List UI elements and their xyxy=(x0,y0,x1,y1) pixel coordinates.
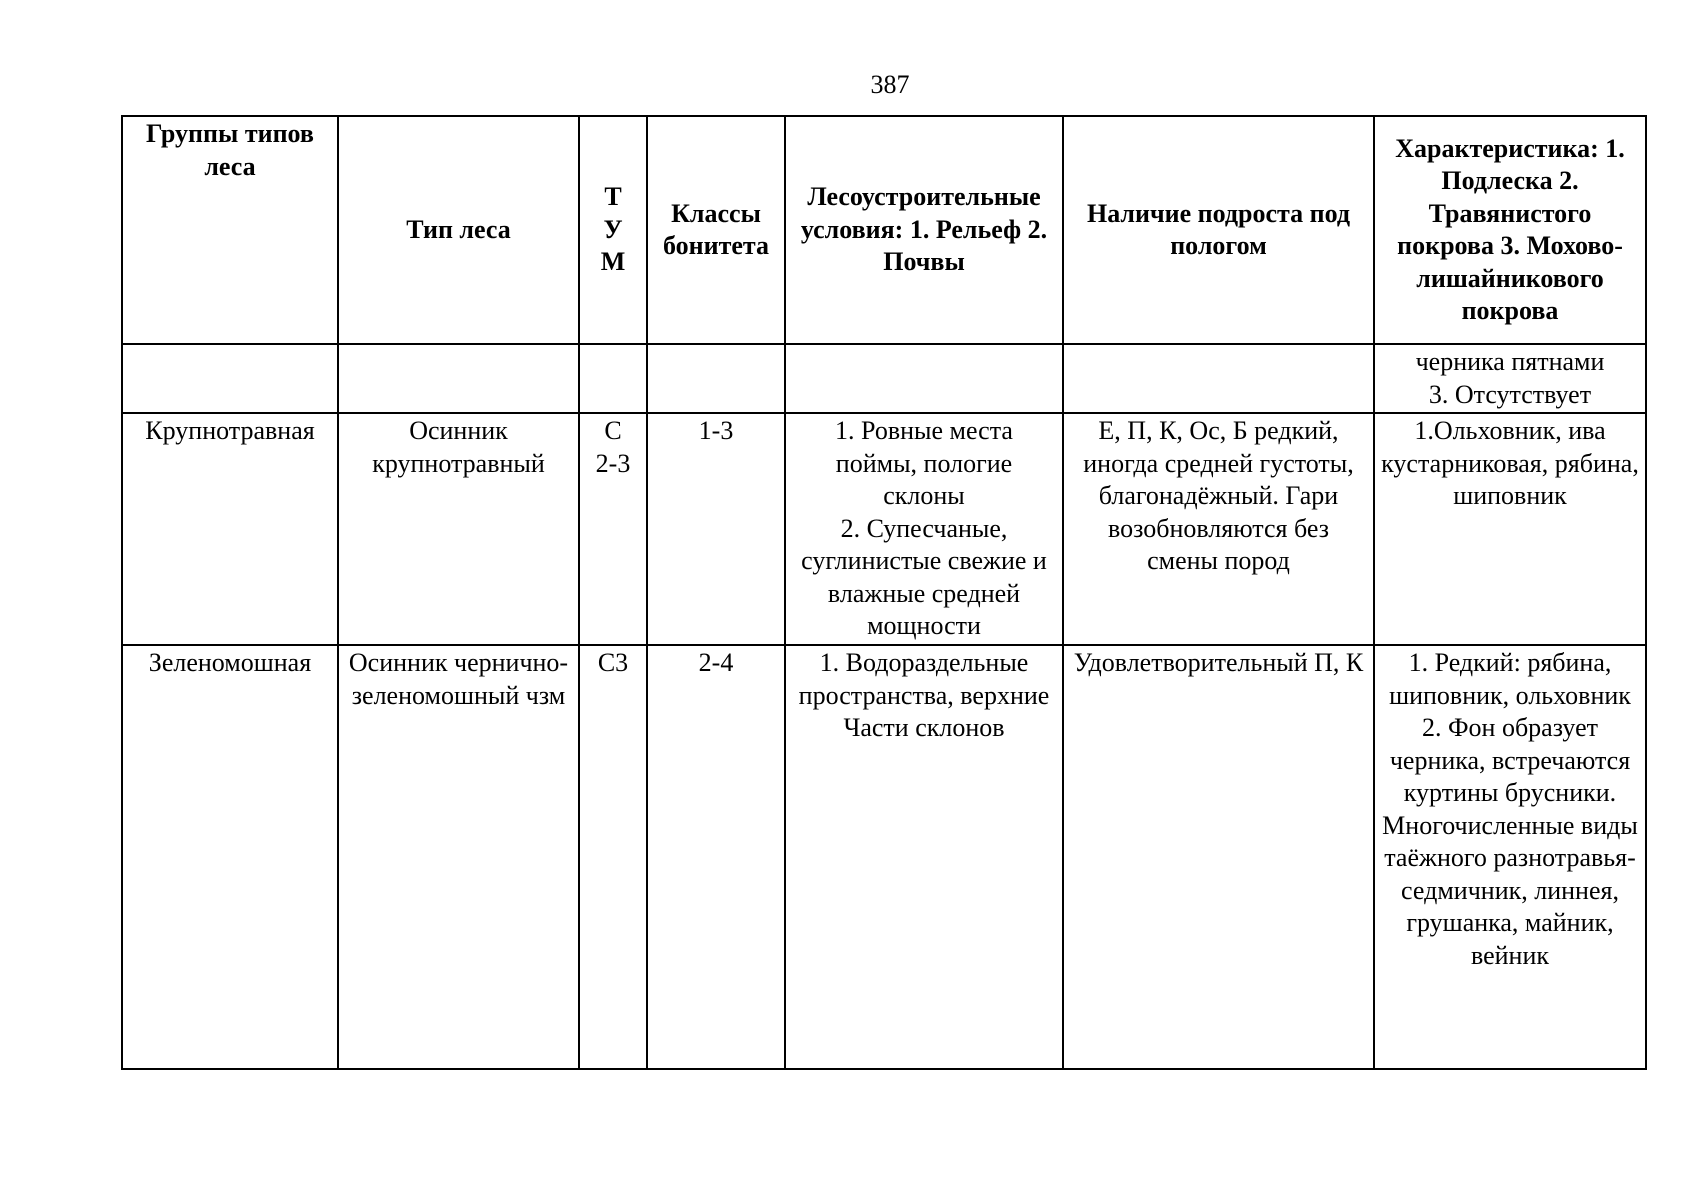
cell-bonitet: 1-3 xyxy=(647,413,785,645)
characteristic-line: 2. Фон образует черника, встречаются куртины брусники. Многочисленные виды таёжного разнотравья-седмичник, линнея, грушанка, майник, вейник xyxy=(1382,713,1638,970)
cell-characteristic xyxy=(1374,645,1646,1069)
cell-group xyxy=(122,344,338,413)
table-row xyxy=(122,645,1646,1069)
cell-group: Зеленомошная xyxy=(122,645,338,1069)
cell-forest-type: Осинник крупнотравный xyxy=(338,413,579,645)
cell-characteristic: 1.Ольховник, ива кустарниковая, рябина, шиповник xyxy=(1374,413,1646,645)
cell-forest-type: Осинник чернично-зеленомошный чзм xyxy=(338,645,579,1069)
header-tum-line: Т xyxy=(604,182,622,212)
cell-undergrowth: Удовлетворительный П, К xyxy=(1063,645,1374,1069)
cell-conditions: 1. Водораздельные пространства, верхние Части склонов xyxy=(785,645,1063,1069)
conditions-line: 2. Супесчаные, суглинистые свежие и влажные средней мощности xyxy=(801,513,1047,640)
cell-conditions xyxy=(785,413,1063,645)
cell-conditions xyxy=(785,344,1063,413)
header-group: Группы типов леса xyxy=(122,116,338,344)
conditions-line: 1. Ровные места поймы, пологие склоны xyxy=(835,416,1013,510)
cell-group: Крупнотравная xyxy=(122,413,338,645)
cell-bonitet: 2-4 xyxy=(647,645,785,1069)
header-undergrowth: Наличие подроста под пологом xyxy=(1063,116,1374,344)
cell-bonitet xyxy=(647,344,785,413)
header-tum xyxy=(579,116,647,344)
header-conditions: Лесоустроительные условия: 1. Рельеф 2. Почвы xyxy=(785,116,1063,344)
characteristic-line: 3. Отсутствует xyxy=(1428,379,1592,409)
header-bonitet: Классы бонитета xyxy=(647,116,785,344)
cell-characteristic xyxy=(1374,344,1646,413)
tum-line: 2-3 xyxy=(595,448,631,478)
cell-undergrowth xyxy=(1063,344,1374,413)
tum-line: С xyxy=(604,416,622,445)
table-header-row xyxy=(122,116,1646,344)
cell-tum: С3 xyxy=(579,645,647,1069)
table-row-continuation xyxy=(122,344,1646,413)
header-tum-line: У xyxy=(603,214,623,244)
page-number: 387 xyxy=(870,70,910,99)
characteristic-line: черника пятнами xyxy=(1415,347,1605,376)
cell-forest-type xyxy=(338,344,579,413)
characteristic-line: 1. Редкий: рябина, шиповник, ольховник xyxy=(1389,648,1631,710)
table-row xyxy=(122,413,1646,645)
header-tum-line: М xyxy=(600,247,626,277)
forest-types-table xyxy=(121,115,1647,1070)
cell-undergrowth: Е, П, К, Ос, Б редкий, иногда средней густоты, благонадёжный. Гари возобновляются без смены пород xyxy=(1063,413,1374,645)
cell-tum xyxy=(579,344,647,413)
header-characteristic: Характеристика: 1. Подлеска 2. Травянистого покрова 3. Мохово-лишайникового покрова xyxy=(1374,116,1646,344)
cell-tum xyxy=(579,413,647,645)
header-forest-type: Тип леса xyxy=(338,116,579,344)
